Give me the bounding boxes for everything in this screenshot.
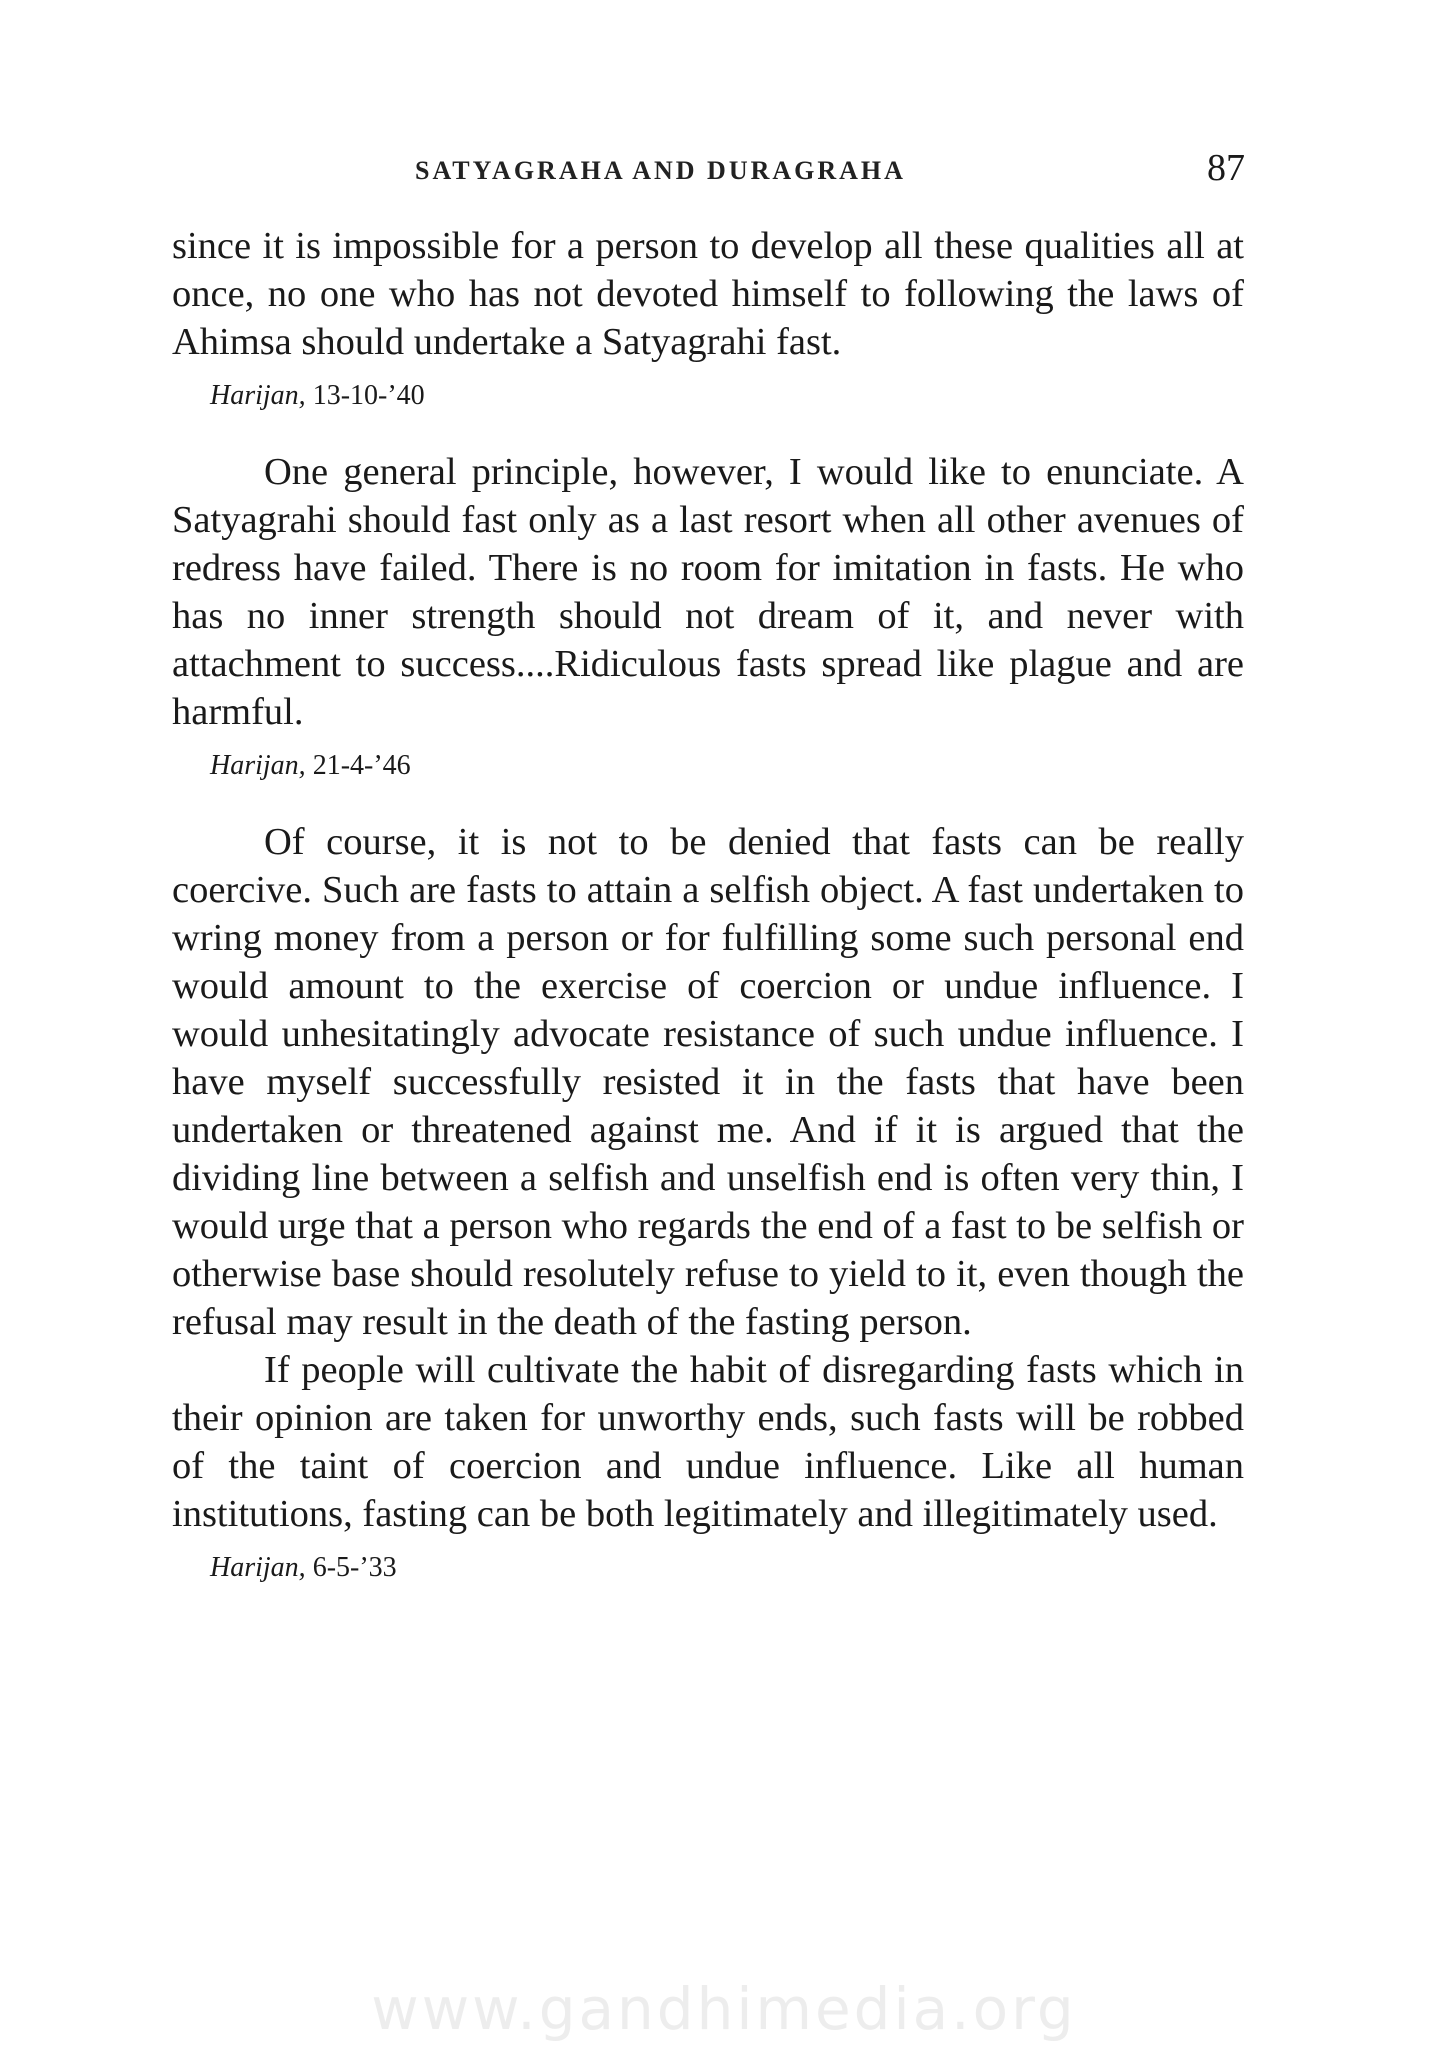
running-head: [175, 146, 1245, 196]
citation-date: 6-5-’33: [312, 1552, 397, 1583]
paragraph: Of course, it is not to be denied that fasts can be really coercive. Such are fasts to attain a selfish object. A fast undertaken to wring money from a person or for fulfilling some such personal end would amount to the exercise of coercion or undue influence. I would unhesitatingly advocate resistance of such undue influence. I have myself successfully resisted it in the fasts that have been undertaken or threatened against me. And if it is argued that the dividing line between a selfish and unselfish end is often very thin, I would urge that a person who regards the end of a fast to be selfish or otherwise base should resolutely refuse to yield to it, even though the refusal may result in the death of the fasting person.: [172, 821, 1244, 1343]
citation: [210, 376, 1244, 416]
body-text: [172, 222, 1244, 1620]
citation-date: 13-10-’40: [312, 380, 425, 411]
citation-source: Harijan,: [210, 1552, 306, 1583]
page-number: 87: [1207, 147, 1245, 189]
paragraph-continued: since it is impossible for a person to develop all these qualities all at once, no one who has not devoted himself to following the laws of Ahimsa should undertake a Satyagrahi fast.: [172, 225, 1244, 363]
citation: [210, 746, 1244, 786]
paragraph: If people will cultivate the habit of disregarding fasts which in their opinion are taken for unworthy ends, such fasts will be robbed of the taint of coercion and undue influence. Like all human institutions, fasting can be both legitimately and illegitimately used.: [172, 1349, 1244, 1535]
watermark: www.gandhimedia.org: [371, 1975, 1077, 2043]
citation-date: 21-4-’46: [312, 750, 411, 781]
citation-source: Harijan,: [210, 750, 306, 781]
citation: [210, 1548, 1244, 1588]
running-title: SATYAGRAHA AND DURAGRAHA: [415, 156, 906, 185]
paragraph: One general principle, however, I would like to enunciate. A Satyagrahi should fast only as a last resort when all other avenues of redress have failed. There is no room for imitation in fasts. He who has no inner strength should not dream of it, and never with attachment to success....Ridiculous fasts spread like plague and are harmful.: [172, 451, 1244, 733]
citation-source: Harijan,: [210, 380, 306, 411]
